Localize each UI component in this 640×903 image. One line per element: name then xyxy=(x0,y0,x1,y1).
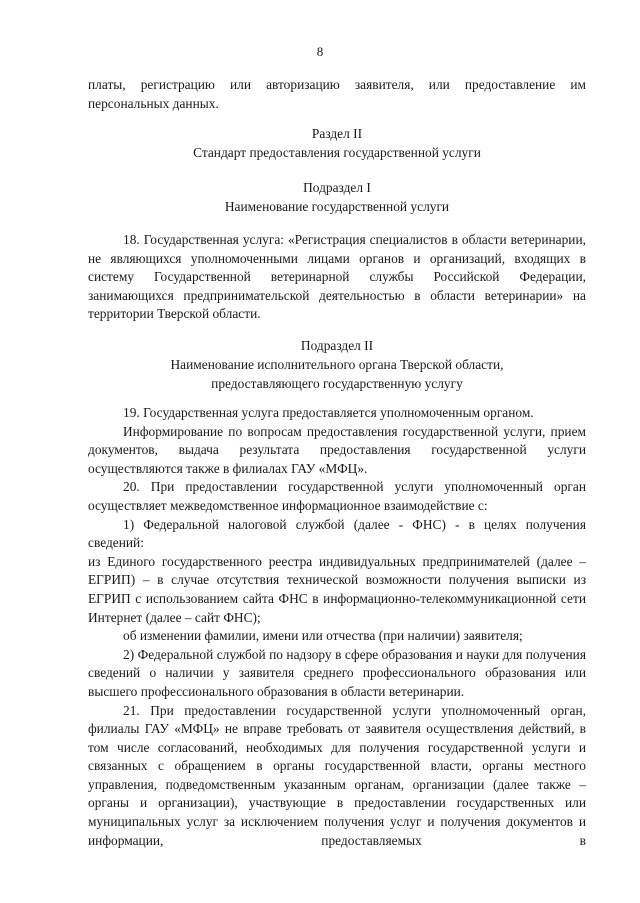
paragraph-20: 20. При предоставлении государственной услуги уполномоченный орган осуществляет межведомственное информационное взаимодействие с: xyxy=(88,479,586,513)
main-body xyxy=(88,404,586,850)
continuation-paragraph: платы, регистрацию или авторизацию заявителя, или предоставление им персональных данных. xyxy=(88,77,586,111)
section-label: Раздел II xyxy=(311,126,363,141)
paragraph-20-item-1a: из Единого государственного реестра индивидуальных предпринимателей (далее – ЕГРИП) – в случае отсутствия технической возможности получения выписки из ЕГРИП с использованием сайта ФНС в информационно-телекоммуникационной сети Интернет (далее – сайт ФНС); xyxy=(88,553,586,625)
subsection-1-heading xyxy=(88,178,586,216)
subsection-2-title-line1: Наименование исполнительного органа Тверской области, xyxy=(170,357,504,372)
paragraph-20-item-1: 1) Федеральной налоговой службой (далее - ФНС) - в целях получения сведений: xyxy=(88,516,586,551)
subsection-1-label: Подраздел I xyxy=(303,180,371,195)
paragraph-20-item-2: 2) Федеральной службой по надзору в сфере образования и науки для получения сведений о наличии у заявителя среднего профессионального образования или высшего профессионального образования в области ветеринарии. xyxy=(88,646,586,699)
subsection-1-title: Наименование государственной услуги xyxy=(224,199,450,214)
section-heading xyxy=(88,124,586,162)
paragraph-19: 19. Государственная услуга предоставляется уполномоченным органом. xyxy=(123,405,534,420)
paragraph-19-info: Информирование по вопросам предоставления государственной услуги, прием документов, выдача результата предоставления государственной услуги осуществляются также в филиалах ГАУ «МФЦ». xyxy=(88,423,586,476)
page-number: 8 xyxy=(316,44,324,59)
paragraph-20-item-1b: об изменении фамилии, имени или отчества (при наличии) заявителя; xyxy=(123,628,523,644)
section-title: Стандарт предоставления государственной услуги xyxy=(193,145,481,160)
paragraph-18: 18. Государственная услуга: «Регистрация специалистов в области ветеринарии, не являющихся уполномоченными лицами органов и организаций, входящих в систему Государственной ветеринарной службы Российской Федерации, занимающихся предпринимательской деятельностью в области ветеринарии» на территории Тверской области. xyxy=(88,232,586,322)
paragraph-21: 21. При предоставлении государственной услуги уполномоченный орган, филиалы ГАУ «МФЦ» не вправе требовать от заявителя осуществления действий, в том числе согласований, необходимых для получения государственной услуги и связанных с обращением в органы государственной власти, органы местного управления, подведомственным указанным органам, организации (далее также – органы и организации), участвующие в предоставлении государственных или муниципальных услуг за исключением получения услуг и получения документов и информации, предоставляемых в xyxy=(88,702,586,848)
continuation-text xyxy=(88,76,586,113)
paragraph-18-block xyxy=(88,231,586,324)
subsection-2-heading xyxy=(88,336,586,393)
subsection-2-label: Подраздел II xyxy=(300,338,374,353)
subsection-2-title-line2: предоставляющего государственную услугу xyxy=(211,376,463,391)
